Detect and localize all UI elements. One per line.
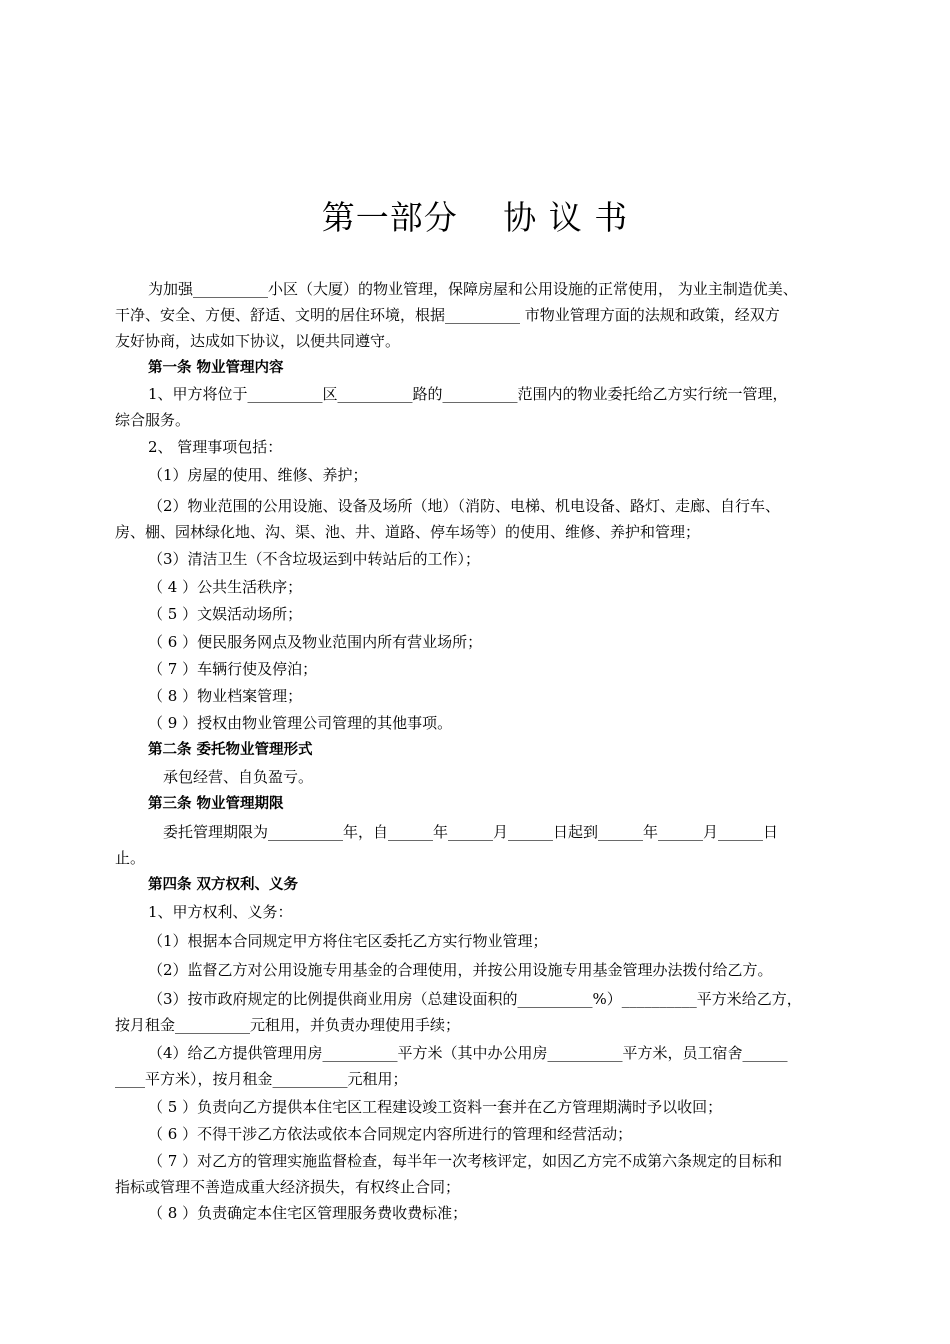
list-item: （2）物业范围的公用设施、设备及场所（地）（消防、电梯、机电设备、路灯、走廊、自行车、 [148, 497, 781, 515]
list-item: （ 7 ）车辆行使及停泊； [148, 660, 318, 678]
list-item-continuation: 指标或管理不善造成重大经济损失，有权终止合同； [115, 1178, 461, 1196]
list-item: （ 7 ）对乙方的管理实施监督检查，每半年一次考核评定，如因乙方完不成第六条规定的目标和 [148, 1152, 783, 1170]
paragraph-line: 止。 [115, 849, 146, 867]
list-item: （ 9 ）授权由物业管理公司管理的其他事项。 [148, 714, 453, 732]
list-item: （4）给乙方提供管理用房__________平方米（其中办公用房__________平方米，员工宿舍______ [148, 1044, 788, 1062]
article-heading: 第四条 双方权利、义务 [148, 877, 299, 893]
list-item: （3）按市政府规定的比例提供商业用房（总建设面积的__________%）__________平方米给乙方， [148, 990, 802, 1008]
paragraph-line: 1、甲方权利、义务： [148, 903, 293, 921]
list-item-continuation: 房、棚、园林绿化地、沟、渠、池、井、道路、停车场等）的使用、维修、养护和管理； [115, 523, 701, 541]
list-item: （ 6 ）不得干涉乙方依法或依本合同规定内容所进行的管理和经营活动； [148, 1125, 633, 1143]
paragraph-line: 综合服务。 [115, 411, 191, 429]
list-item: （1）根据本合同规定甲方将住宅区委托乙方实行物业管理； [148, 932, 548, 950]
list-item: （3）清洁卫生（不含垃圾运到中转站后的工作）； [148, 550, 481, 568]
list-item: （ 8 ）物业档案管理； [148, 687, 303, 705]
list-item: （ 5 ）负责向乙方提供本住宅区工程建设竣工资料一套并在乙方管理期满时予以收回； [148, 1098, 723, 1116]
paragraph-line: 干净、安全、方便、舒适、文明的居住环境，根据__________ 市物业管理方面的法规和政策，经双方 [115, 306, 780, 324]
paragraph-line: 友好协商，达成如下协议，以便共同遵守。 [115, 332, 401, 350]
list-item: （1）房屋的使用、维修、养护； [148, 466, 368, 484]
list-item: （ 5 ）文娱活动场所； [148, 605, 303, 623]
paragraph-line: 2、 管理事项包括： [148, 438, 283, 456]
article-heading: 第一条 物业管理内容 [148, 360, 284, 376]
list-item: （2）监督乙方对公用设施专用基金的合理使用，并按公用设施专用基金管理办法拨付给乙方。 [148, 961, 773, 979]
paragraph-line: 承包经营、自负盈亏。 [163, 768, 314, 786]
list-item: （ 6 ）便民服务网点及物业范围内所有营业场所； [148, 633, 483, 651]
list-item: （ 4 ）公共生活秩序； [148, 578, 303, 596]
article-heading: 第三条 物业管理期限 [148, 796, 284, 812]
page-title: 第一部分 协 议 书 [321, 198, 629, 237]
paragraph-line: 1、甲方将位于__________区__________路的__________范围内的物业委托给乙方实行统一管理， [148, 385, 788, 403]
paragraph-line: 委托管理期限为__________年，自______年______月______日起到______年______月______日 [163, 823, 779, 841]
list-item-continuation: ____平方米），按月租金__________元租用； [115, 1070, 408, 1088]
list-item: （ 8 ）负责确定本住宅区管理服务费收费标准； [148, 1204, 468, 1222]
list-item-continuation: 按月租金__________元租用，并负责办理使用手续； [115, 1016, 461, 1034]
article-heading: 第二条 委托物业管理形式 [148, 742, 313, 758]
paragraph-line: 为加强__________小区（大厦）的物业管理，保障房屋和公用设施的正常使用， 为业主制造优美、 [148, 280, 798, 298]
